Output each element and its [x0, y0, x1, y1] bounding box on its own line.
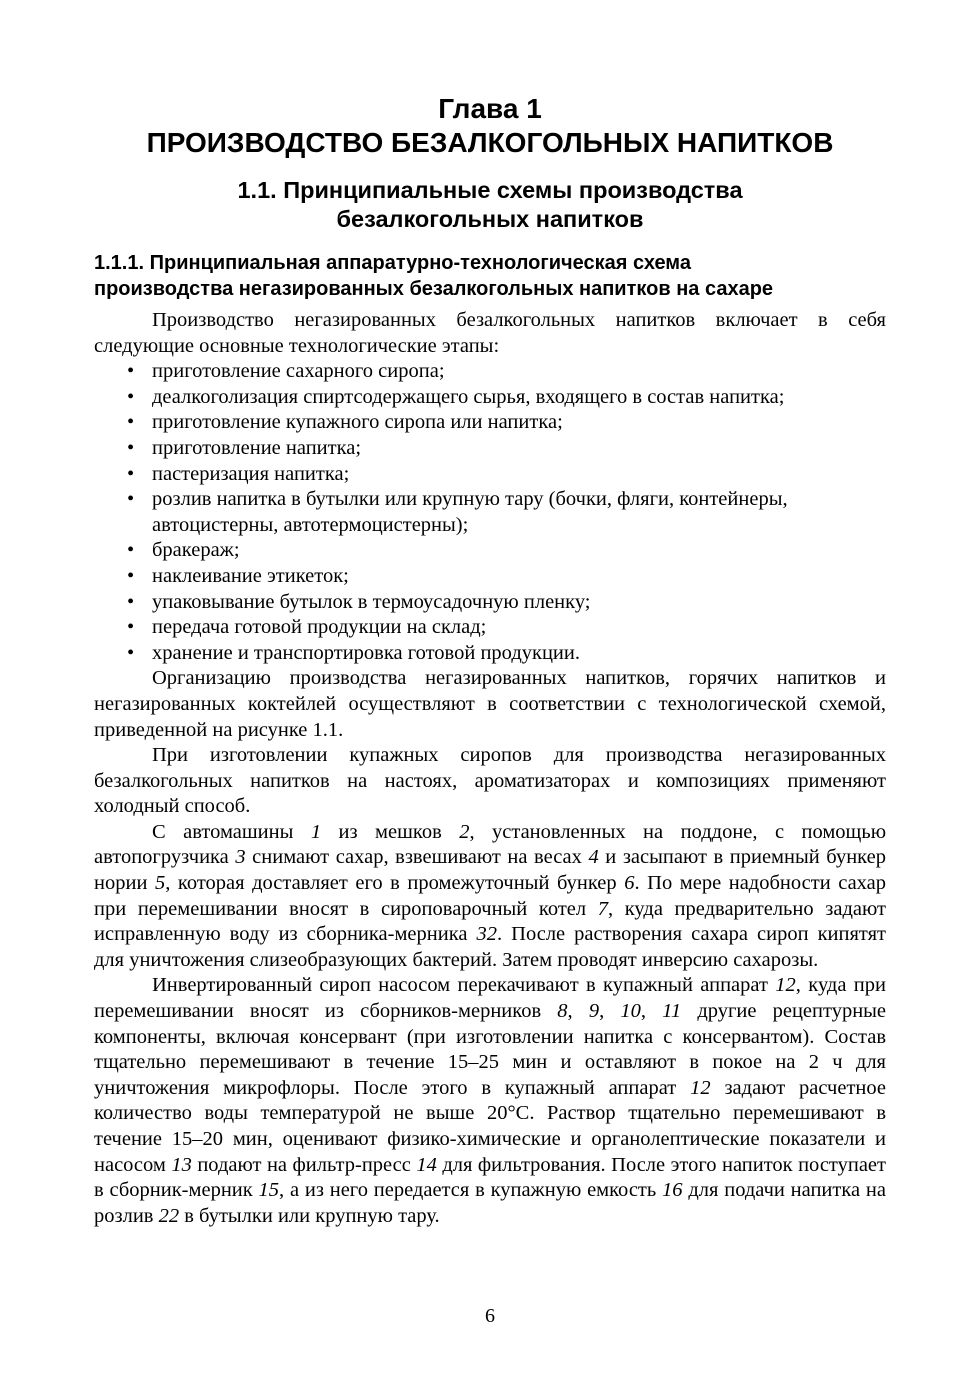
list-item — [94, 359, 886, 385]
process-steps-list — [94, 359, 886, 666]
text-span: подают на фильтр-пресс — [191, 1153, 417, 1176]
bullet-icon: • — [127, 360, 135, 383]
list-item-text: наклеивание этикеток; — [152, 564, 349, 587]
bullet-icon: • — [127, 539, 135, 562]
text-span: . После растворения сахара сироп кипятят для уничтожения слизеобразующих бактерий. Затем проводят инверсию сахарозы. — [94, 923, 886, 971]
chapter-number: Глава 1 — [438, 93, 542, 124]
figure-ref-number: 22 — [158, 1204, 180, 1227]
subsection-title-line-2: производства негазированных безалкогольных напитков на сахаре — [94, 278, 774, 300]
bullet-icon: • — [127, 462, 135, 485]
text-span: , — [640, 1000, 663, 1023]
figure-ref-number: 4 — [588, 846, 599, 869]
text-span: , куда предварительно задают исправленную воду из сборника-мерника — [94, 897, 886, 946]
bullet-icon: • — [127, 590, 135, 613]
section-title-line-2: безалкогольных напитков — [336, 206, 644, 232]
figure-ref-number: 13 — [171, 1153, 192, 1176]
text-span: из мешков — [321, 820, 460, 843]
figure-ref-number: 7 — [597, 897, 608, 920]
bullet-icon: • — [127, 411, 135, 434]
figure-ref-number: 32 — [476, 923, 497, 946]
text-span: Инвертированный сироп насосом перекачивают в купажный аппарат — [152, 974, 776, 997]
text-span: , куда при перемешивании вносят из сборников-мерников — [94, 974, 886, 1023]
list-item — [94, 462, 886, 488]
text-span: другие рецептурные компоненты, включая консервант (при изготовлении напитка с консервантом). Состав тщательно перемешивают в течение 15–25 мин и оставляют в покое на 2 ч для уничтожения микрофлоры. После этого в купажный аппарат — [94, 1000, 887, 1099]
figure-ref-number: 14 — [416, 1153, 437, 1176]
bullet-icon: • — [127, 385, 135, 408]
list-item — [94, 538, 886, 564]
text-span: С автомашины — [152, 820, 311, 843]
figure-ref-number: 12 — [690, 1076, 711, 1099]
bullet-icon: • — [127, 488, 135, 511]
list-item-text: приготовление купажного сиропа или напитка; — [152, 411, 563, 434]
bullet-icon: • — [127, 436, 135, 459]
chapter-title: ПРОИЗВОДСТВО БЕЗАЛКОГОЛЬНЫХ НАПИТКОВ — [146, 127, 834, 158]
bullet-icon: • — [127, 616, 135, 639]
list-item — [94, 385, 886, 411]
subsection-title — [94, 250, 886, 302]
organization-paragraph: Организацию производства негазированных напитков, горячих напитков и негазированных коктейлей осуществляют в соответствии с технологической схемой, приведенной на рисунке 1.1. — [94, 667, 886, 741]
figure-ref-number: 12 — [775, 974, 796, 997]
figure-ref-number: 11 — [662, 1000, 682, 1023]
text-span: , — [567, 1000, 589, 1023]
figure-ref-number: 2 — [459, 820, 470, 843]
text-span: снимают сахар, взвешивают на весах — [245, 846, 589, 869]
text-span: задают расчетное количество воды температурой не выше 20°С. Раствор тщательно перемешивают в течение 15–20 мин, оценивают физико-химические и органолептические показатели и насосом — [94, 1076, 886, 1176]
list-item — [94, 615, 886, 641]
list-item-text: упаковывание бутылок в термоусадочную пленку; — [152, 590, 591, 613]
list-item-text: приготовление напитка; — [152, 436, 362, 459]
figure-ref-number: 5 — [154, 872, 166, 895]
list-item-text: розлив напитка в бутылки или крупную тару (бочки, фляги, контейнеры, автоцистерны, автотермоцистерны); — [152, 488, 788, 536]
list-item — [94, 487, 886, 538]
text-span: , — [599, 1000, 621, 1023]
figure-ref-number: 8 — [557, 1000, 568, 1023]
figure-ref-number: 6 — [624, 872, 635, 895]
figure-ref-number: 1 — [310, 820, 322, 843]
list-item-text: приготовление сахарного сиропа; — [152, 360, 445, 383]
list-item-text: бракераж; — [152, 539, 240, 562]
list-item-text: передача готовой продукции на склад; — [152, 616, 487, 639]
page-content — [94, 92, 886, 1229]
list-item-text: пастеризация напитка; — [152, 462, 350, 485]
list-item — [94, 410, 886, 436]
sugar-process-paragraph — [94, 820, 886, 974]
list-item — [94, 641, 886, 667]
text-span: . По мере надобности сахар при перемешивании вносят в сироповарочный котел — [94, 872, 886, 920]
text-span: в бутылки или крупную тару. — [179, 1204, 440, 1227]
inverted-syrup-paragraph — [94, 973, 886, 1229]
text-span: для подачи напитка на розлив — [94, 1179, 886, 1227]
subsection-title-line-1: 1.1.1. Принципиальная аппаратурно-технологическая схема — [94, 252, 691, 274]
figure-ref-number: 15 — [258, 1179, 280, 1202]
section-title-line-1: 1.1. Принципиальные схемы производства — [237, 177, 743, 203]
list-item — [94, 590, 886, 616]
list-item-text: деалкоголизация спиртсодержащего сырья, входящего в состав напитка; — [152, 385, 785, 408]
figure-ref-number: 9 — [588, 1000, 600, 1023]
figure-ref-number: 16 — [662, 1179, 683, 1202]
text-span: , которая доставляет его в промежуточный бункер — [165, 872, 625, 895]
figure-ref-number: 10 — [620, 1000, 641, 1023]
list-item-text: хранение и транспортировка готовой продукции. — [152, 641, 580, 664]
page-number: 6 — [485, 1305, 495, 1327]
figure-ref-number: 3 — [235, 846, 246, 869]
bullet-icon: • — [127, 641, 135, 664]
text-span: , установленных на поддоне, с помощью автопогрузчика — [94, 820, 887, 869]
text-span: и засыпают в приемный бункер нории — [94, 846, 886, 895]
intro-paragraph: Производство негазированных безалкогольных напитков включает в себя следующие основные технологические этапы: — [94, 309, 886, 357]
cold-method-paragraph: При изготовлении купажных сиропов для производства негазированных безалкогольных напитков на настоях, ароматизаторах и композициях применяют холодный способ. — [94, 744, 886, 818]
list-item — [94, 564, 886, 590]
list-item — [94, 436, 886, 462]
bullet-icon: • — [127, 564, 135, 587]
section-title — [94, 176, 886, 234]
text-span: для фильтрования. После этого напиток поступает в сборник-мерник — [94, 1153, 886, 1202]
text-span: , а из него передается в купажную емкость — [279, 1179, 663, 1202]
